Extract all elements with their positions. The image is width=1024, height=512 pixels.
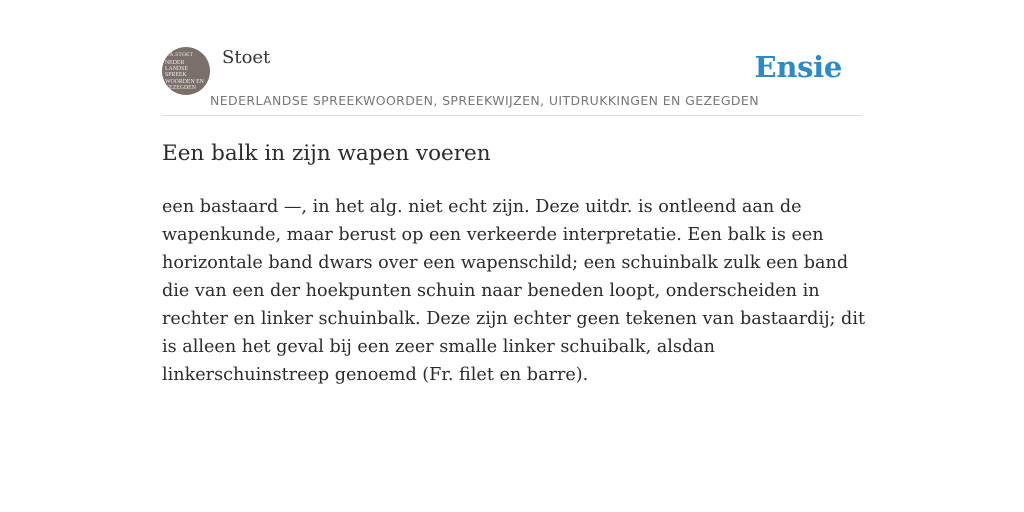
brand-logo[interactable]: Ensie bbox=[754, 50, 842, 84]
cover-author-text: F.A.STOET bbox=[165, 52, 194, 58]
source-author[interactable]: Stoet bbox=[222, 47, 271, 68]
source-subtitle: NEDERLANDSE SPREEKWOORDEN, SPREEKWIJZEN, UITDRUKKINGEN EN GEZEGDEN bbox=[210, 93, 759, 108]
book-cover-avatar[interactable] bbox=[162, 47, 210, 95]
header-divider bbox=[162, 115, 862, 116]
entry-body: een bastaard —, in het alg. niet echt zijn. Deze uitdr. is ontleend aan de wapenkunde, maar berust op een verkeerde interpretatie. Een balk is een horizontale band dwars over een wapenschild; een schuinbalk zulk een band die van een der hoekpunten schuin naar beneden loopt, onderscheiden in rechter en linker schuinbalk. Deze zijn echter geen tekenen van bastaardij; dit is alleen het geval bij een zeer smalle linker schuibalk, alsdan linkerschuinstreep genoemd (Fr. filet en barre). bbox=[162, 197, 866, 385]
entry-title: Een balk in zijn wapen voeren bbox=[162, 141, 491, 166]
cover-title-text: NEDER LANDSE SPREEK WOORDEN EN GEZEGDEN bbox=[165, 60, 204, 91]
